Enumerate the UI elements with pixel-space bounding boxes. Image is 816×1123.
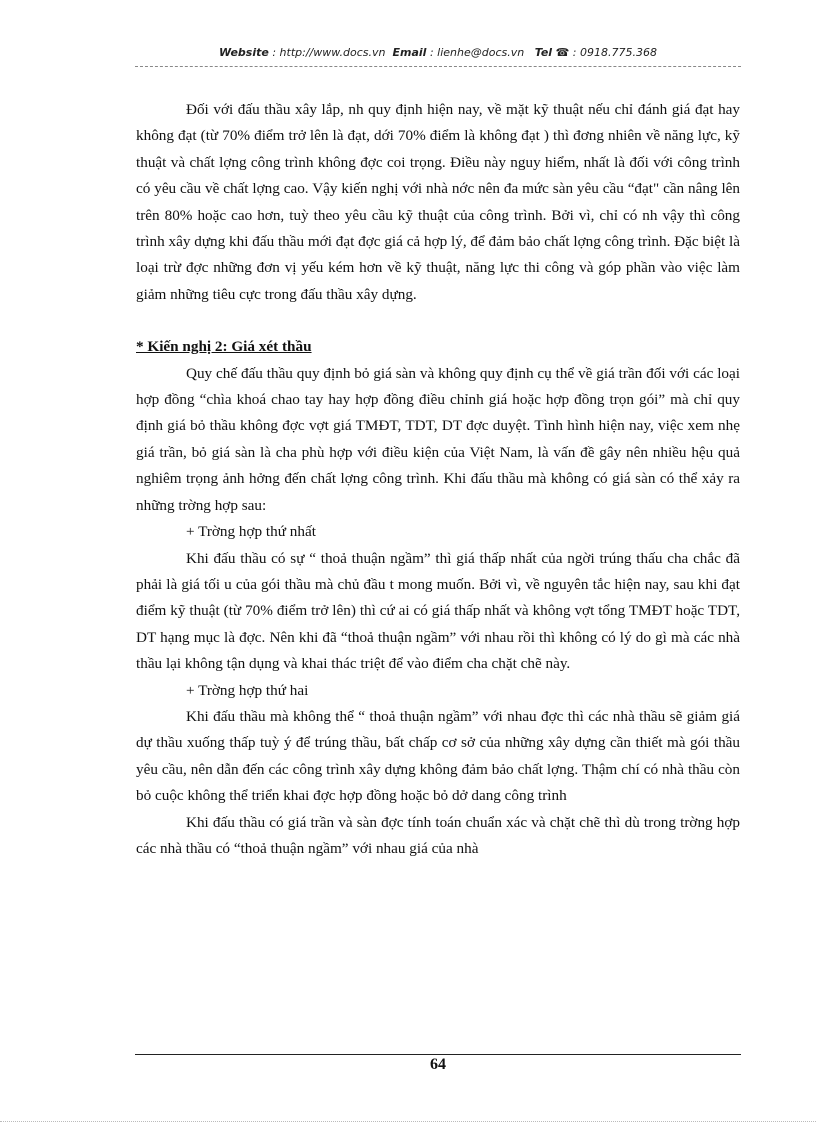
page-edge (0, 1121, 816, 1122)
paragraph-3: Khi đấu thầu có sự “ thoả thuận ngầm” thì giá thấp nhất của ngời trúng thấu cha chắc đã phải là giá tối u của gói thầu mà chủ đầu t mong muốn. Bởi vì, về nguyên tắc hiện nay, sau khi đạt điểm kỹ thuật (từ 70% điểm trở lên) thì cứ ai có giá thấp nhất và không vợt tổng TMĐT hoặc TDT, DT hạng mục là đợc. Nên khi đã “thoả thuận ngầm” với nhau rồi thì không có lý do gì mà các nhà thầu lại không tận dụng và khai thác triệt để vào điểm cha chặt chẽ này. (136, 549, 740, 673)
website-url[interactable]: : http://www.docs.vn (272, 46, 386, 59)
page-header (135, 46, 741, 59)
section-heading-text: * Kiến nghị 2: Giá xét thầu (136, 338, 312, 356)
paragraph-gap (136, 308, 740, 334)
email-label: Email (392, 46, 427, 59)
footer-divider (135, 1054, 741, 1055)
page-number: 64 (430, 1056, 446, 1073)
section-heading (136, 334, 740, 360)
tel-value: ☎ : 0918.775.368 (555, 46, 657, 59)
website-label: Website (219, 46, 269, 59)
paragraph-4: Khi đấu thầu mà không thể “ thoả thuận ngầm” với nhau đợc thì các nhà thầu sẽ giảm giá dự thầu xuống thấp tuỳ ý để trúng thầu, bất chấp cơ sở của những xây dựng cần thiết mà gói thầu yêu cầu, nên dẫn đến các công trình xây dựng không đảm bảo chất lợng. Thậm chí có nhà thầu còn bỏ cuộc không thể triển khai đợc hợp đồng hoặc bỏ dở dang công trình (136, 707, 740, 805)
case-2-title: + Trờng hợp thứ hai (186, 681, 309, 699)
paragraph-2: Quy chế đấu thầu quy định bỏ giá sàn và không quy định cụ thể về giá trần đối với các loại hợp đồng “chìa khoá chao tay hay hợp đồng điều chỉnh giá hoặc hợp đồng trọn gói” mà chỉ quy định giá bỏ thầu không đợc vợt giá TMĐT, TDT, DT đợc duyệt. Tình hình hiện nay, việc xem nhẹ giá trần, bỏ giá sàn là cha phù hợp với điều kiện của Việt Nam, là vấn đề gây nên nhiều hệu quả nghiêm trọng ảnh hởng đến chất lợng công trình. Khi đấu thầu mà không có giá sàn có thể xảy ra những trờng hợp sau: (136, 364, 740, 514)
document-body (136, 97, 740, 862)
header-divider (135, 66, 741, 67)
paragraph-1: Đối với đấu thầu xây lắp, nh quy định hiện nay, về mặt kỹ thuật nếu chỉ đánh giá đạt hay không đạt (từ 70% điểm trở lên là đạt, dới 70% điểm là không đạt ) thì đơng nhiên về năng lực, kỹ thuật và chất lợng công trình không đợc coi trọng. Điều này nguy hiểm, nhất là đối với công trình có yêu cầu về chất lợng cao. Vậy kiến nghị với nhà nớc nên đa mức sàn yêu cầu “đạt" cần nâng lên trên 80% hoặc cao hơn, tuỳ theo yêu cầu kỹ thuật của công trình. Bởi vì, chỉ có nh vậy thì công trình xây dựng khi đấu thầu mới đạt đợc giá cả hợp lý, để đảm bảo chất lợng công trình. Đặc biệt là loại trừ đợc những đơn vị yếu kém hơn về kỹ thuật, năng lực thi công và góp phần vào việc làm giảm những tiêu cực trong đấu thầu xây dựng. (136, 101, 740, 303)
paragraph-5: Khi đấu thầu có giá trần và sàn đợc tính toán chuẩn xác và chặt chẽ thì dù trong trờng hợp các nhà thầu có “thoả thuận ngầm” với nhau giá của nhà (136, 813, 740, 857)
tel-label: Tel (534, 46, 553, 59)
case-1-title: + Trờng hợp thứ nhất (186, 523, 316, 541)
email-value[interactable]: : lienhe@docs.vn (429, 46, 525, 59)
